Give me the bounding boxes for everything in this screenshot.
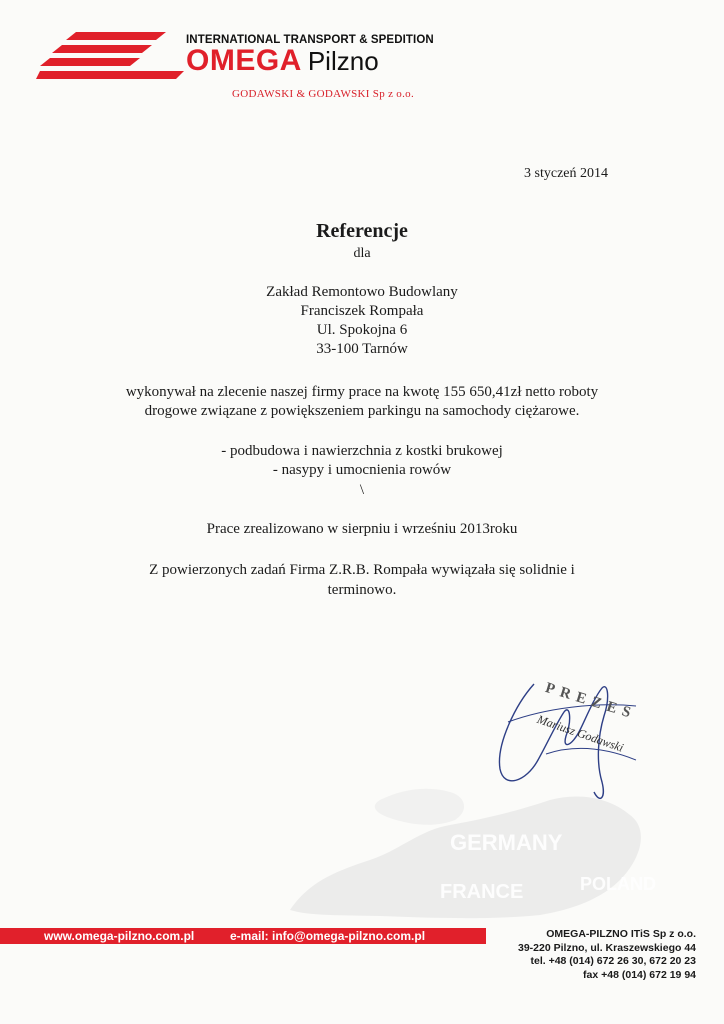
recipient-city: 33-100 Tarnów <box>316 341 408 357</box>
footer-email: e-mail: info@omega-pilzno.com.pl <box>230 929 426 943</box>
body-paragraph3-line2: terminowo. <box>327 582 397 598</box>
footer-tel: tel. +48 (014) 672 26 30, 672 20 23 <box>530 955 696 967</box>
for-word: dla <box>353 246 371 261</box>
watermark-poland: POLAND <box>580 874 656 894</box>
body-paragraph1-line1: wykonywał na zlecenie naszej firmy prace na kwotę 155 650,41zł netto roboty <box>125 384 599 400</box>
body-paragraph1-line2: drogowe związane z powiększeniem parkingu na samochody ciężarowe. <box>144 403 580 419</box>
stamp-name: Mariusz Godawski <box>535 712 626 755</box>
letter-title: Referencje <box>316 220 408 242</box>
brand-name: OMEGA <box>186 44 302 77</box>
footer-website: www.omega-pilzno.com.pl <box>44 929 195 943</box>
letter-date: 3 styczeń 2014 <box>524 166 608 181</box>
omega-logo-stripes-icon <box>36 30 186 84</box>
footer-bar <box>0 928 486 944</box>
stray-mark: \ <box>359 482 365 498</box>
body-paragraph2: Prace zrealizowano w sierpniu i wrześniu 2013roku <box>206 521 518 537</box>
watermark-france: FRANCE <box>440 881 524 903</box>
watermark-germany: GERMANY <box>450 830 563 855</box>
body-paragraph3-line1: Z powierzonych zadań Firma Z.R.B. Rompała wywiązała się solidnie i <box>149 562 575 578</box>
company-name: GODAWSKI & GODAWSKI Sp z o.o. <box>232 88 415 100</box>
footer-address: 39-220 Pilzno, ul. Kraszewskiego 44 <box>518 941 696 954</box>
recipient-name-line1: Zakład Remontowo Budowlany <box>266 284 458 300</box>
recipient-street: Ul. Spokojna 6 <box>316 322 408 338</box>
footer-fax: fax +48 (014) 672 19 94 <box>583 968 696 981</box>
company-tagline: INTERNATIONAL TRANSPORT & SPEDITION <box>186 34 434 46</box>
work-list-item1: - podbudowa i nawierzchnia z kostki brukowej <box>221 443 503 459</box>
brand-logo-text <box>186 46 379 76</box>
work-list-item2: - nasypy i umocnienia rowów <box>272 462 452 478</box>
footer-company: OMEGA-PILZNO ITiS Sp z o.o. <box>546 928 696 940</box>
recipient-name-line2: Franciszek Rompała <box>300 303 424 319</box>
footer-contact <box>518 928 696 982</box>
brand-city: Pilzno <box>307 46 379 76</box>
stamp-title: PREZES <box>543 680 639 723</box>
